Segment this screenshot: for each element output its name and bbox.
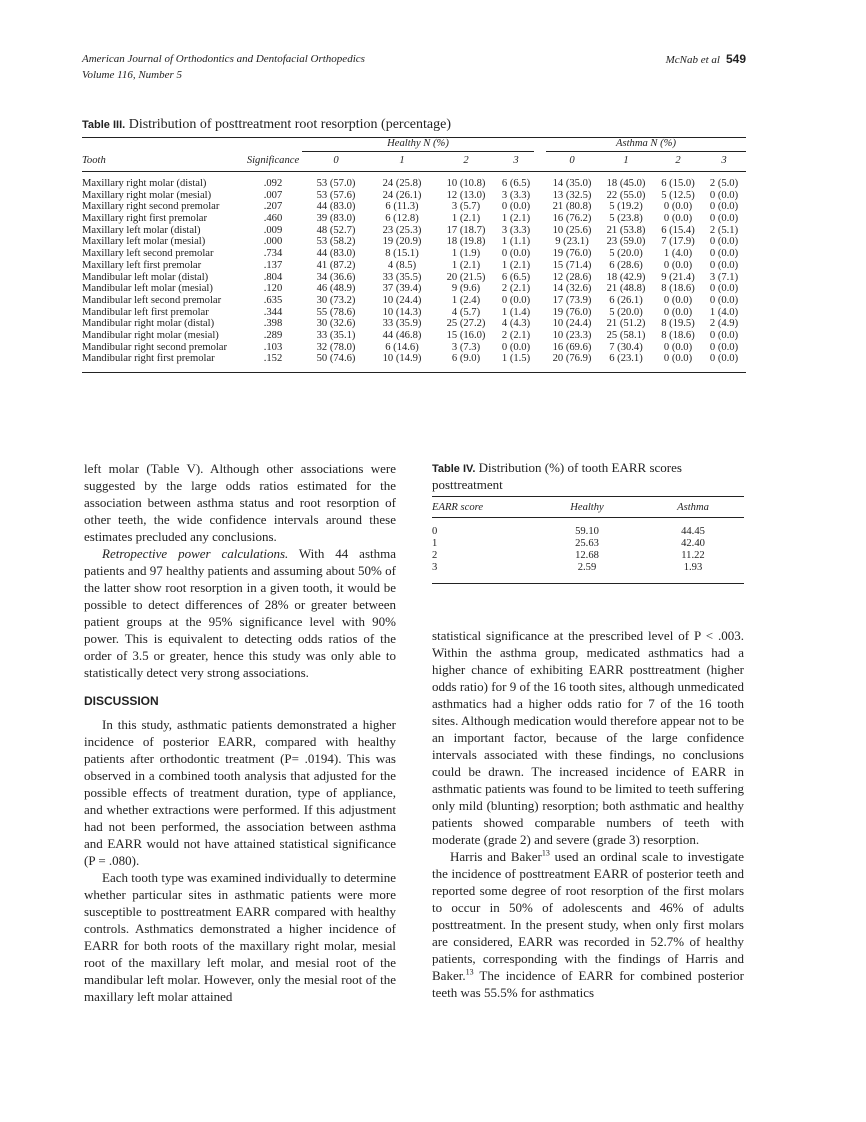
table4-col-healthy: Healthy	[570, 502, 604, 513]
asthma-cell: 0 (0.0)	[663, 353, 693, 365]
healthy-cell: 33 (35.5)	[382, 271, 422, 283]
healthy-cell: 25.63	[575, 538, 599, 549]
tooth-cell: Maxillary right molar (mesial)	[82, 189, 212, 201]
healthy-cell: 8 (15.1)	[385, 248, 419, 260]
asthma-cell: 10 (25.6)	[552, 224, 592, 236]
asthma-cell: 5 (20.0)	[609, 248, 643, 260]
tooth-cell: Mandibular right second premolar	[82, 341, 228, 353]
table-row	[432, 550, 744, 562]
asthma-cell: 0 (0.0)	[663, 201, 693, 213]
asthma-cell: 6 (28.6)	[609, 259, 643, 271]
asthma-cell: 18 (45.0)	[606, 177, 646, 189]
table3-col-a3: 3	[721, 155, 727, 167]
table3	[82, 137, 746, 373]
asthma-cell: 0 (0.0)	[663, 259, 693, 271]
healthy-cell: 48 (52.7)	[316, 224, 356, 236]
asthma-cell: 0 (0.0)	[709, 330, 739, 342]
healthy-cell: 3 (3.3)	[501, 224, 531, 236]
significance-cell: .289	[263, 330, 283, 342]
asthma-cell: 0 (0.0)	[709, 236, 739, 248]
healthy-cell: 44 (46.8)	[382, 330, 422, 342]
healthy-cell: 25 (27.2)	[446, 318, 486, 330]
citation: 13	[465, 967, 474, 977]
table3-group-healthy: Healthy N (%)	[302, 138, 534, 152]
spacer-cell	[534, 248, 546, 260]
significance-cell: .137	[263, 259, 283, 271]
asthma-cell: 5 (19.2)	[609, 201, 643, 213]
score-cell: 1	[432, 538, 438, 549]
table3-col-h2: 2	[463, 155, 469, 167]
healthy-cell: 30 (32.6)	[316, 318, 356, 330]
tooth-cell: Mandibular left second premolar	[82, 294, 222, 306]
healthy-cell: 59.10	[575, 526, 599, 537]
table-row	[82, 307, 746, 319]
table-row	[432, 538, 744, 550]
paragraph: Each tooth type was examined individually to determine whether particular sites in asthmatic patients were more susceptible to posttreatment EARR compared with healthy controls. Asthmatics demonstrated a higher incidence of EARR for both roots of the maxillary right molar, mesial root of the maxillary left molar, and mesial root of the mandibular left molar. However, only the mesial root of the maxillary left molar attained	[84, 870, 396, 1004]
citation: 13	[541, 848, 550, 858]
asthma-cell: 6 (26.1)	[609, 294, 643, 306]
asthma-cell: 5 (12.5)	[661, 189, 695, 201]
paragraph: Retropective power calculations. With 44 asthma patients and 97 healthy patients and assuming about 50% of the latter show root resorption in a given tooth, it would be possible to detect differences of 28% or greater between patient groups at the 95% significance level with 90% power. This is equivalent to detecting odds ratios of the order of 3.5 or greater, hence this study was only able to statistically detect very strong associations.	[84, 546, 397, 680]
table3-col-tooth: Tooth	[82, 155, 106, 167]
asthma-cell: 23 (59.0)	[606, 236, 646, 248]
healthy-cell: 33 (35.9)	[382, 318, 422, 330]
healthy-cell: 46 (48.9)	[316, 283, 356, 295]
asthma-cell: 6 (15.0)	[661, 177, 695, 189]
asthma-cell: 21 (51.2)	[606, 318, 646, 330]
healthy-cell: 44 (83.0)	[316, 201, 356, 213]
healthy-cell: 6 (12.8)	[385, 213, 419, 225]
asthma-cell: 6 (15.4)	[661, 224, 695, 236]
significance-cell: .120	[263, 283, 283, 295]
healthy-cell: 32 (78.0)	[316, 341, 356, 353]
asthma-cell: 13 (32.5)	[552, 189, 592, 201]
healthy-cell: 1 (1.4)	[501, 306, 531, 318]
healthy-cell: 4 (8.5)	[387, 259, 417, 271]
healthy-cell: 4 (5.7)	[451, 306, 481, 318]
asthma-cell: 21 (80.8)	[552, 201, 592, 213]
spacer-cell	[534, 236, 546, 248]
healthy-cell: 34 (36.6)	[316, 271, 356, 283]
significance-cell: .152	[263, 353, 283, 365]
table4-title	[432, 460, 744, 493]
healthy-cell: 1 (1.5)	[501, 353, 531, 365]
asthma-cell: 1 (4.0)	[709, 306, 739, 318]
asthma-cell: 0 (0.0)	[663, 294, 693, 306]
asthma-cell: 3 (7.1)	[709, 271, 739, 283]
spacer-cell	[534, 342, 546, 354]
asthma-cell: 7 (30.4)	[609, 341, 643, 353]
healthy-cell: 9 (9.6)	[451, 283, 481, 295]
table-row	[82, 272, 746, 284]
journal-volume: Volume 116, Number 5	[82, 69, 183, 81]
run-in-heading: Retropective power calculations.	[102, 546, 289, 561]
table3-title	[82, 117, 451, 133]
asthma-cell: 18 (42.9)	[606, 271, 646, 283]
asthma-cell: 21 (48.8)	[606, 283, 646, 295]
healthy-cell: 0 (0.0)	[501, 341, 531, 353]
significance-cell: .398	[263, 318, 283, 330]
significance-cell: .344	[263, 306, 283, 318]
spacer-cell	[534, 260, 546, 272]
healthy-cell: 19 (20.9)	[382, 236, 422, 248]
asthma-cell: 1 (4.0)	[663, 248, 693, 260]
asthma-cell: 8 (18.6)	[661, 283, 695, 295]
running-header-left	[82, 51, 365, 83]
significance-cell: .000	[263, 236, 283, 248]
table3-caption: Distribution of posttreatment root resorption (percentage)	[128, 117, 451, 132]
tooth-cell: Mandibular left molar (mesial)	[82, 283, 213, 295]
healthy-cell: 6 (14.6)	[385, 341, 419, 353]
healthy-cell: 20 (21.5)	[446, 271, 486, 283]
table3-col-a1: 1	[623, 155, 629, 167]
spacer-cell	[534, 213, 546, 225]
asthma-cell: 19 (76.0)	[552, 248, 592, 260]
asthma-cell: 14 (32.6)	[552, 283, 592, 295]
asthma-cell: 0 (0.0)	[709, 283, 739, 295]
healthy-cell: 1 (2.1)	[451, 213, 481, 225]
healthy-cell: 1 (2.1)	[451, 259, 481, 271]
healthy-cell: 10 (14.3)	[382, 306, 422, 318]
healthy-cell: 4 (4.3)	[501, 318, 531, 330]
table3-col-a0: 0	[569, 155, 575, 167]
healthy-cell: 6 (6.5)	[501, 271, 531, 283]
asthma-cell: 0 (0.0)	[709, 259, 739, 271]
asthma-cell: 14 (35.0)	[552, 177, 592, 189]
asthma-cell: 8 (18.6)	[661, 330, 695, 342]
healthy-cell: 18 (19.8)	[446, 236, 486, 248]
healthy-cell: 24 (25.8)	[382, 177, 422, 189]
score-cell: 0	[432, 526, 438, 537]
healthy-cell: 1 (1.1)	[501, 236, 531, 248]
healthy-cell: 24 (26.1)	[382, 189, 422, 201]
table-row	[82, 213, 746, 225]
asthma-cell: 20 (76.9)	[552, 353, 592, 365]
tooth-cell: Mandibular left molar (distal)	[82, 271, 209, 283]
significance-cell: .734	[263, 248, 283, 260]
asthma-cell: 16 (69.6)	[552, 341, 592, 353]
table4-col-score: EARR score	[432, 502, 484, 513]
asthma-cell: 2 (4.9)	[709, 318, 739, 330]
significance-cell: .207	[263, 201, 283, 213]
table4-caption: Distribution (%) of tooth EARR scores posttreatment	[432, 460, 682, 492]
healthy-cell: 2 (2.1)	[501, 330, 531, 342]
healthy-cell: 10 (14.9)	[382, 353, 422, 365]
paragraph: left molar (Table V). Although other associations were suggested by the large odds ratios estimated for the association between asthma status and root resorption of other teeth, the wide confidence intervals around these estimates precluded any conclusions.	[84, 461, 396, 544]
table-row	[82, 178, 746, 190]
healthy-cell: 0 (0.0)	[501, 294, 531, 306]
significance-cell: .009	[263, 224, 283, 236]
asthma-cell: 12 (28.6)	[552, 271, 592, 283]
tooth-cell: Mandibular left first premolar	[82, 306, 209, 318]
asthma-cell: 15 (71.4)	[552, 259, 592, 271]
healthy-cell: 2.59	[577, 562, 597, 573]
healthy-cell: 39 (83.0)	[316, 213, 356, 225]
table-row	[82, 330, 746, 342]
spacer-cell	[534, 178, 546, 190]
significance-cell: .103	[263, 341, 283, 353]
healthy-cell: 37 (39.4)	[382, 283, 422, 295]
asthma-cell: 44.45	[681, 526, 705, 537]
healthy-cell: 10 (10.8)	[446, 177, 486, 189]
table-row	[82, 248, 746, 260]
healthy-cell: 1 (2.4)	[451, 294, 481, 306]
asthma-cell: 8 (19.5)	[661, 318, 695, 330]
healthy-cell: 0 (0.0)	[501, 248, 531, 260]
healthy-cell: 15 (16.0)	[446, 330, 486, 342]
author-line: McNab et al	[665, 54, 720, 66]
table-row	[82, 318, 746, 330]
table3-group-asthma: Asthma N (%)	[546, 138, 746, 152]
healthy-cell: 23 (25.3)	[382, 224, 422, 236]
asthma-cell: 9 (21.4)	[661, 271, 695, 283]
healthy-cell: 2 (2.1)	[501, 283, 531, 295]
spacer-cell	[534, 190, 546, 202]
table3-col-h1: 1	[399, 155, 405, 167]
table3-col-a2: 2	[675, 155, 681, 167]
healthy-cell: 53 (57.6)	[316, 189, 356, 201]
asthma-cell: 0 (0.0)	[709, 189, 739, 201]
asthma-cell: 0 (0.0)	[663, 213, 693, 225]
healthy-cell: 6 (11.3)	[385, 201, 419, 213]
healthy-cell: 12.68	[575, 550, 599, 561]
asthma-cell: 0 (0.0)	[709, 294, 739, 306]
spacer-cell	[534, 201, 546, 213]
spacer-cell	[534, 318, 546, 330]
healthy-cell: 30 (73.2)	[316, 294, 356, 306]
healthy-cell: 53 (57.0)	[316, 177, 356, 189]
table-row	[82, 342, 746, 354]
section-heading-discussion: DISCUSSION	[84, 694, 159, 708]
spacer-cell	[534, 307, 546, 319]
asthma-cell: 1.93	[683, 562, 703, 573]
asthma-cell: 0 (0.0)	[709, 248, 739, 260]
spacer-cell	[534, 330, 546, 342]
table4-col-asthma: Asthma	[677, 502, 709, 513]
table-row	[82, 295, 746, 307]
table-row	[82, 190, 746, 202]
paragraph: statistical significance at the prescribed level of P < .003. Within the asthma group, medicated asthmatics had a higher chance of exhibiting EARR posttreatment (higher odds ratio) for 9 of the 16 tooth sites, although unmedicated asthmatics had a higher odds ratio for 7 of the 16 tooth sites. Although medication would therefore appear not to be an important factor, because of the large confidence intervals associated with these findings, no conclusions could be drawn. The increased incidence of EARR in asthmatic patients was found to be limited to teeth suffering only mild (blunting) resorption; both asthmatic and healthy patients showed comparable numbers of teeth with moderate (grade 2) and severe (grade 3) resorption.	[432, 628, 744, 847]
table-row	[432, 526, 744, 538]
table4-label: Table IV.	[432, 463, 476, 475]
healthy-cell: 44 (83.0)	[316, 248, 356, 260]
table4	[432, 496, 744, 584]
table-row	[432, 562, 744, 574]
asthma-cell: 17 (73.9)	[552, 294, 592, 306]
table-row	[82, 236, 746, 248]
table-row	[82, 353, 746, 365]
asthma-cell: 25 (58.1)	[606, 330, 646, 342]
asthma-cell: 22 (55.0)	[606, 189, 646, 201]
asthma-cell: 11.22	[681, 550, 705, 561]
healthy-cell: 41 (87.2)	[316, 259, 356, 271]
table3-col-significance: Significance	[246, 155, 300, 167]
asthma-cell: 42.40	[681, 538, 705, 549]
significance-cell: .460	[263, 213, 283, 225]
asthma-cell: 0 (0.0)	[709, 201, 739, 213]
asthma-cell: 19 (76.0)	[552, 306, 592, 318]
asthma-cell: 0 (0.0)	[663, 306, 693, 318]
healthy-cell: 55 (78.6)	[316, 306, 356, 318]
asthma-cell: 21 (53.8)	[606, 224, 646, 236]
tooth-cell: Maxillary right molar (distal)	[82, 177, 207, 189]
asthma-cell: 0 (0.0)	[709, 353, 739, 365]
paragraph: In this study, asthmatic patients demonstrated a higher incidence of posterior EARR, compared with healthy patients after orthodontic treatment (P= .0194). This was observed in a combined tooth analysis that adjusted for the possible effects of treatment duration, type of appliance, and whether extractions were performed. If this adjustment had not been performed, the association between asthma and EARR would not have attained statistical significance (P = .080).	[84, 717, 396, 868]
asthma-cell: 2 (5.0)	[709, 177, 739, 189]
healthy-cell: 12 (13.0)	[446, 189, 486, 201]
asthma-cell: 5 (23.8)	[609, 213, 643, 225]
journal-title: American Journal of Orthodontics and Dentofacial Orthopedics	[82, 53, 365, 65]
significance-cell: .092	[263, 177, 283, 189]
healthy-cell: 10 (24.4)	[382, 294, 422, 306]
spacer-cell	[534, 283, 546, 295]
tooth-cell: Maxillary left second premolar	[82, 248, 214, 260]
healthy-cell: 6 (9.0)	[451, 353, 481, 365]
asthma-cell: 16 (76.2)	[552, 213, 592, 225]
tooth-cell: Maxillary right first premolar	[82, 213, 208, 225]
tooth-cell: Mandibular right first premolar	[82, 353, 215, 365]
asthma-cell: 2 (5.1)	[709, 224, 739, 236]
table-row	[82, 283, 746, 295]
tooth-cell: Mandibular right molar (mesial)	[82, 330, 219, 342]
significance-cell: .007	[263, 189, 283, 201]
tooth-cell: Mandibular right molar (distal)	[82, 318, 215, 330]
asthma-cell: 0 (0.0)	[709, 213, 739, 225]
spacer-cell	[534, 353, 546, 365]
healthy-cell: 1 (2.1)	[501, 213, 531, 225]
table-row	[82, 225, 746, 237]
healthy-cell: 3 (3.3)	[501, 189, 531, 201]
healthy-cell: 33 (35.1)	[316, 330, 356, 342]
paragraph: Harris and Baker$^{13}$ used an ordinal scale to investigate the incidence of posttreatment EARR of posterior teeth and reported some degree of root resorption of the first molars to occur in 50% of adolescents and 46% of adults posttreatment. In the present study, when only first molars are considered, EARR was recorded in 52.7% of healthy patients, corresponding with the findings of Harris and Baker.$^{13}$ The incidence of EARR for combined posterior teeth was 55.5% for asthmatics	[432, 848, 744, 1000]
tooth-cell: Maxillary left first premolar	[82, 259, 202, 271]
table3-col-h0: 0	[333, 155, 339, 167]
body-left-column	[84, 460, 396, 1005]
tooth-cell: Maxillary left molar (distal)	[82, 224, 201, 236]
healthy-cell: 17 (18.7)	[446, 224, 486, 236]
spacer-cell	[534, 295, 546, 307]
asthma-cell: 5 (20.0)	[609, 306, 643, 318]
body-right-column	[432, 627, 744, 1001]
spacer-cell	[534, 272, 546, 284]
table-row	[82, 201, 746, 213]
score-cell: 2	[432, 550, 438, 561]
asthma-cell: 6 (23.1)	[609, 353, 643, 365]
healthy-cell: 3 (7.3)	[451, 341, 481, 353]
asthma-cell: 7 (17.9)	[661, 236, 695, 248]
score-cell: 3	[432, 562, 438, 573]
asthma-cell: 9 (23.1)	[555, 236, 589, 248]
healthy-cell: 1 (1.9)	[451, 248, 481, 260]
healthy-cell: 53 (58.2)	[316, 236, 356, 248]
table3-col-h3: 3	[513, 155, 519, 167]
table-row	[82, 260, 746, 272]
healthy-cell: 3 (5.7)	[451, 201, 481, 213]
table3-label: Table III.	[82, 119, 126, 131]
running-header-right	[666, 51, 746, 68]
tooth-cell: Maxillary right second premolar	[82, 201, 220, 213]
healthy-cell: 0 (0.0)	[501, 201, 531, 213]
spacer-cell	[534, 225, 546, 237]
tooth-cell: Maxillary left molar (mesial)	[82, 236, 206, 248]
healthy-cell: 6 (6.5)	[501, 177, 531, 189]
significance-cell: .635	[263, 294, 283, 306]
healthy-cell: 50 (74.6)	[316, 353, 356, 365]
asthma-cell: 10 (23.3)	[552, 330, 592, 342]
healthy-cell: 1 (2.1)	[501, 259, 531, 271]
asthma-cell: 0 (0.0)	[663, 341, 693, 353]
page-number: 549	[725, 52, 746, 66]
asthma-cell: 0 (0.0)	[709, 341, 739, 353]
asthma-cell: 10 (24.4)	[552, 318, 592, 330]
significance-cell: .804	[263, 271, 283, 283]
